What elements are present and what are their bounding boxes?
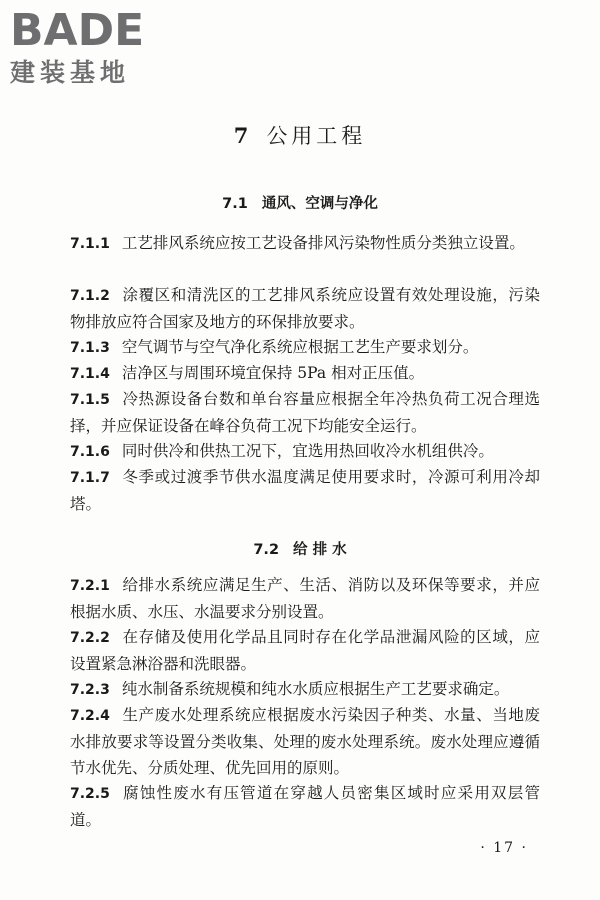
paragraph-text: 给排水系统应满足生产、生活、消防以及环保等要求，并应根据水质、水压、水温要求分别设置。 [70,576,540,621]
paragraph [70,438,540,465]
section-number: 7.1 [222,196,248,212]
paragraph-text: 工艺排风系统应按工艺设备排风污染物性质分类独立设置。 [121,234,525,252]
logo-subtitle: 建装基地 [10,58,131,87]
paragraph [70,676,540,703]
paragraph-number: 7.2.2 [70,630,110,646]
section-heading [0,192,600,213]
paragraph-number: 7.2.3 [70,682,110,698]
section-number: 7.2 [253,542,280,558]
paragraph-number: 7.1.4 [70,366,110,382]
section-title: 通风、空调与净化 [261,196,378,212]
paragraph-text: 生产废水处理系统应根据废水污染因子种类、水量、当地废水排放要求等设置分类收集、处理的废水处理系统。废水处理应遵循节水优先、分质处理、优先回用的原则。 [70,706,540,777]
section-title: 给 排 水 [293,542,347,558]
paragraph [70,386,540,439]
paragraph-text: 在存储及使用化学品且同时存在化学品泄漏风险的区域，应设置紧急淋浴器和洗眼器。 [70,628,540,673]
paragraph-number: 7.1.5 [70,392,110,408]
logo-brand: BADE [10,5,145,56]
paragraph-number: 7.1.2 [70,288,110,304]
paragraph [70,282,540,335]
paragraph-text: 冬季或过渡季节供水温度满足使用要求时，冷源可利用冷却塔。 [70,468,540,513]
paragraph-number: 7.1.1 [70,236,110,252]
paragraph-text: 洁净区与周围环境宜保持 5Pa 相对正压值。 [121,364,425,382]
chapter-heading [0,120,600,150]
paragraph-number: 7.1.3 [70,340,110,356]
paragraph-number: 7.1.6 [70,444,110,460]
paragraph [70,624,540,677]
section-heading [0,538,600,559]
logo [10,6,144,90]
chapter-title: 公用工程 [266,124,367,148]
paragraph [70,230,540,257]
paragraph-text: 涂覆区和清洗区的工艺排风系统应设置有效处理设施，污染物排放应符合国家及地方的环保排放要求。 [70,286,540,331]
paragraph-text: 冷热源设备台数和单台容量应根据全年冷热负荷工况合理选择，并应保证设备在峰谷负荷工况下均能安全运行。 [70,390,540,435]
paragraph-text: 腐蚀性废水有压管道在穿越人员密集区域时应采用双层管道。 [70,784,540,829]
paragraph [70,464,540,517]
paragraph-text: 空气调节与空气净化系统应根据工艺生产要求划分。 [121,338,479,356]
paragraph-number: 7.2.4 [70,708,110,724]
paragraph [70,702,540,781]
paragraph-text: 同时供冷和供热工况下，宜选用热回收冷水机组供冷。 [121,442,494,460]
paragraph [70,780,540,833]
paragraph [70,572,540,625]
paragraph-number: 7.2.5 [70,786,110,802]
chapter-number: 7 [233,123,253,148]
paragraph-text: 纯水制备系统规模和纯水水质应根据生产工艺要求确定。 [121,680,510,698]
paragraph-number: 7.1.7 [70,470,110,486]
paragraph [70,334,540,361]
paragraph-number: 7.2.1 [70,578,110,594]
page-number: · 17 · [480,840,528,856]
paragraph [70,360,540,387]
